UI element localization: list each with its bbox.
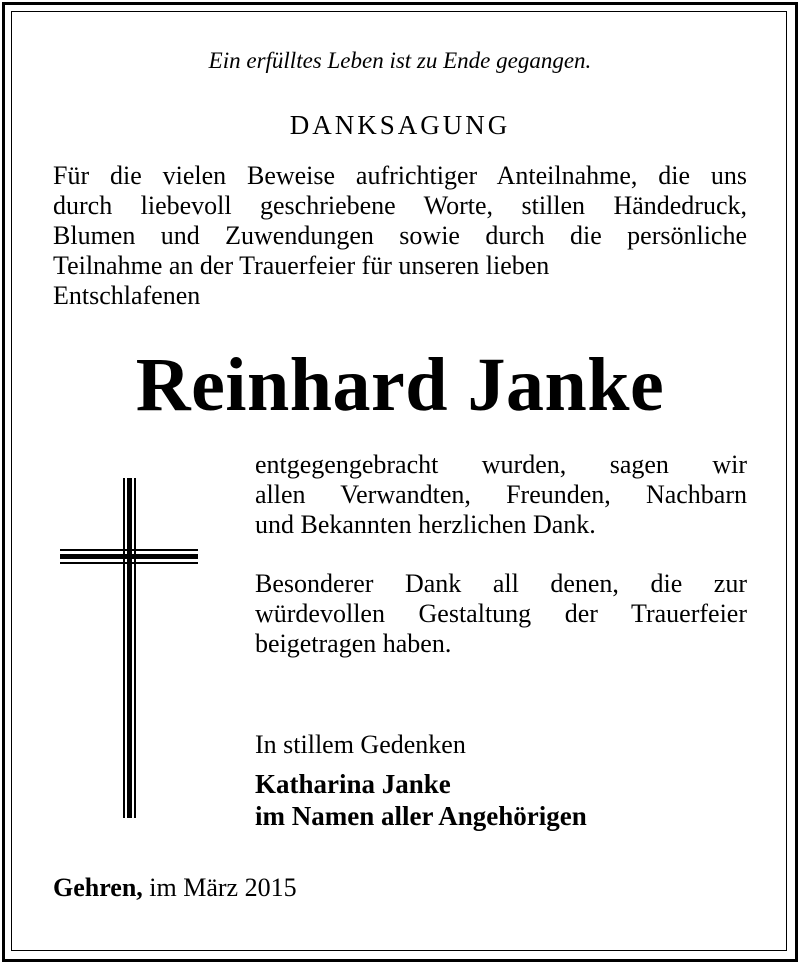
thanks-line: und Bekannten herzlichen Dank. — [255, 510, 596, 539]
intro-line: Entschlafenen — [53, 281, 201, 310]
signer-note: im Namen aller Angehörigen — [255, 801, 587, 831]
signer-name: Katharina Janke — [255, 769, 451, 799]
greeting: In stillem Gedenken — [255, 730, 466, 759]
place-date-text: im März 2015 — [142, 873, 297, 902]
signers — [255, 768, 587, 832]
deceased-name: Reinhard Janke — [135, 343, 665, 427]
intro-line: Blumen und Zuwendungen sowie durch die persönliche — [53, 221, 747, 250]
intro-line: Für die vielen Beweise aufrichtiger Anteilnahme, die uns — [53, 161, 747, 190]
motto: Ein erfülltes Leben ist zu Ende gegangen. — [208, 48, 592, 73]
cross-icon — [60, 478, 198, 818]
thanks-line: allen Verwandten, Freunden, Nachbarn — [255, 480, 747, 509]
place-date — [53, 873, 297, 903]
thanks-line: entgegengebracht wurden, sagen wir — [255, 450, 747, 479]
special-thanks-line: Besonderer Dank all denen, die zur — [255, 569, 747, 598]
intro-line: durch liebevoll geschriebene Worte, stillen Händedruck, — [53, 191, 747, 220]
special-thanks-line: beigetragen haben. — [255, 629, 452, 658]
intro-paragraph — [53, 161, 747, 311]
special-thanks-line: würdevollen Gestaltung der Trauerfeier — [255, 599, 747, 628]
intro-line: Teilnahme an der Trauerfeier für unseren lieben — [53, 251, 550, 280]
place-city: Gehren, — [53, 873, 143, 902]
heading: DANKSAGUNG — [289, 110, 511, 140]
thanks-paragraph — [255, 450, 747, 540]
special-thanks-paragraph — [255, 569, 747, 659]
